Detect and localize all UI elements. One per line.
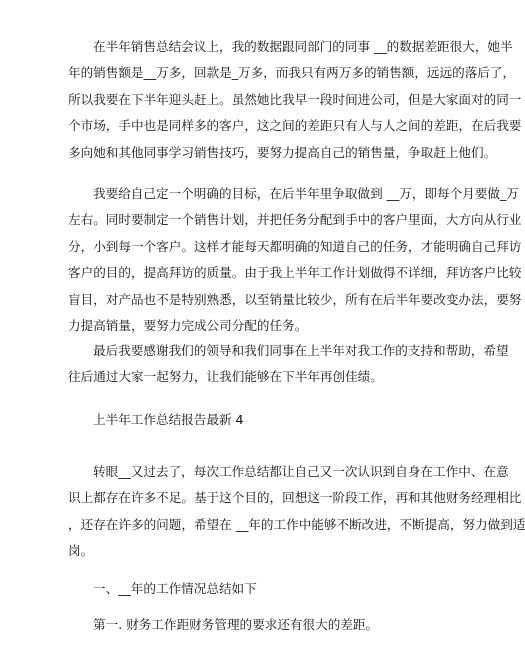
text-line: 岗。: [68, 543, 94, 559]
text-line: 年的销售额是__万多，回款是_万多，而我只有两万多的销售额，远远的落后了，: [68, 65, 516, 81]
text-line: 个市场，手中也是同样多的客户，这之间的差距只有人与人之间的差距，在后我要: [68, 118, 522, 134]
subheading-line: [68, 576, 440, 602]
text-line: ，还存在许多的问题，希望在 __年的工作中能够不断改进，不断提高，努力做到适: [68, 516, 525, 532]
paragraph-3: [68, 338, 509, 391]
text-line: 多向她和其他同事学习销售技巧，要努力提高自己的销售量，争取赶上他们。: [68, 144, 497, 160]
text-line: 往后通过大家一起努力，让我们能够在下半年再创佳绩。: [68, 369, 383, 385]
paragraph-2: [68, 181, 522, 339]
text-line: 盲目，对产品也不是特别熟悉，以至销量比较少，所有在后半年要改变办法，要努: [68, 291, 522, 307]
text-line: 转眼__又过去了，每次工作总结都让自己又一次认识到自身在工作中、在意: [93, 464, 509, 479]
text-line: 我要给自己定一个明确的目标，在后半年里争取做到 __万，即每个月要做_万: [93, 186, 519, 201]
paragraph-1: [68, 34, 522, 166]
text-line: 分，小到每一个客户。这样才能每天都明确的知道自己的任务，才能明确自己拜访: [68, 238, 522, 254]
paragraph-5: [68, 612, 440, 638]
text-line: 力提高销量，要努力完成公司分配的任务。: [68, 317, 308, 333]
text-line: 客户的目的，提高拜访的质量。由于我上半年工作计划做得不详细，拜访客户比较: [68, 265, 522, 281]
text-line: 第一. 财务工作距财务管理的要求还有很大的差距。: [93, 617, 379, 632]
paragraph-4: [68, 459, 525, 565]
text-line: 识上都存在许多不足。基于这个目的，回想这一阶段工作，再和其他财务经理相比: [68, 490, 522, 506]
text-line: 最后我要感谢我们的领导和我们同事在上半年对我工作的支持和帮助，希望: [93, 343, 509, 358]
text-line: 所以我要在下半年迎头赶上。虽然她比我早一段时间进公司，但是大家面对的同一: [68, 91, 522, 107]
section-heading: [68, 407, 440, 433]
text-line: 左右。同时要制定一个销售计划，并把任务分配到手中的客户里面，大方向从行业: [68, 212, 522, 228]
heading-line: 上半年工作总结报告最新 4: [93, 412, 244, 427]
text-line: 在半年销售总结会议上，我的数据跟同部门的同事 __的数据差距很大，她半: [93, 39, 513, 54]
text-line: 一、__年的工作情况总结如下: [93, 581, 257, 596]
